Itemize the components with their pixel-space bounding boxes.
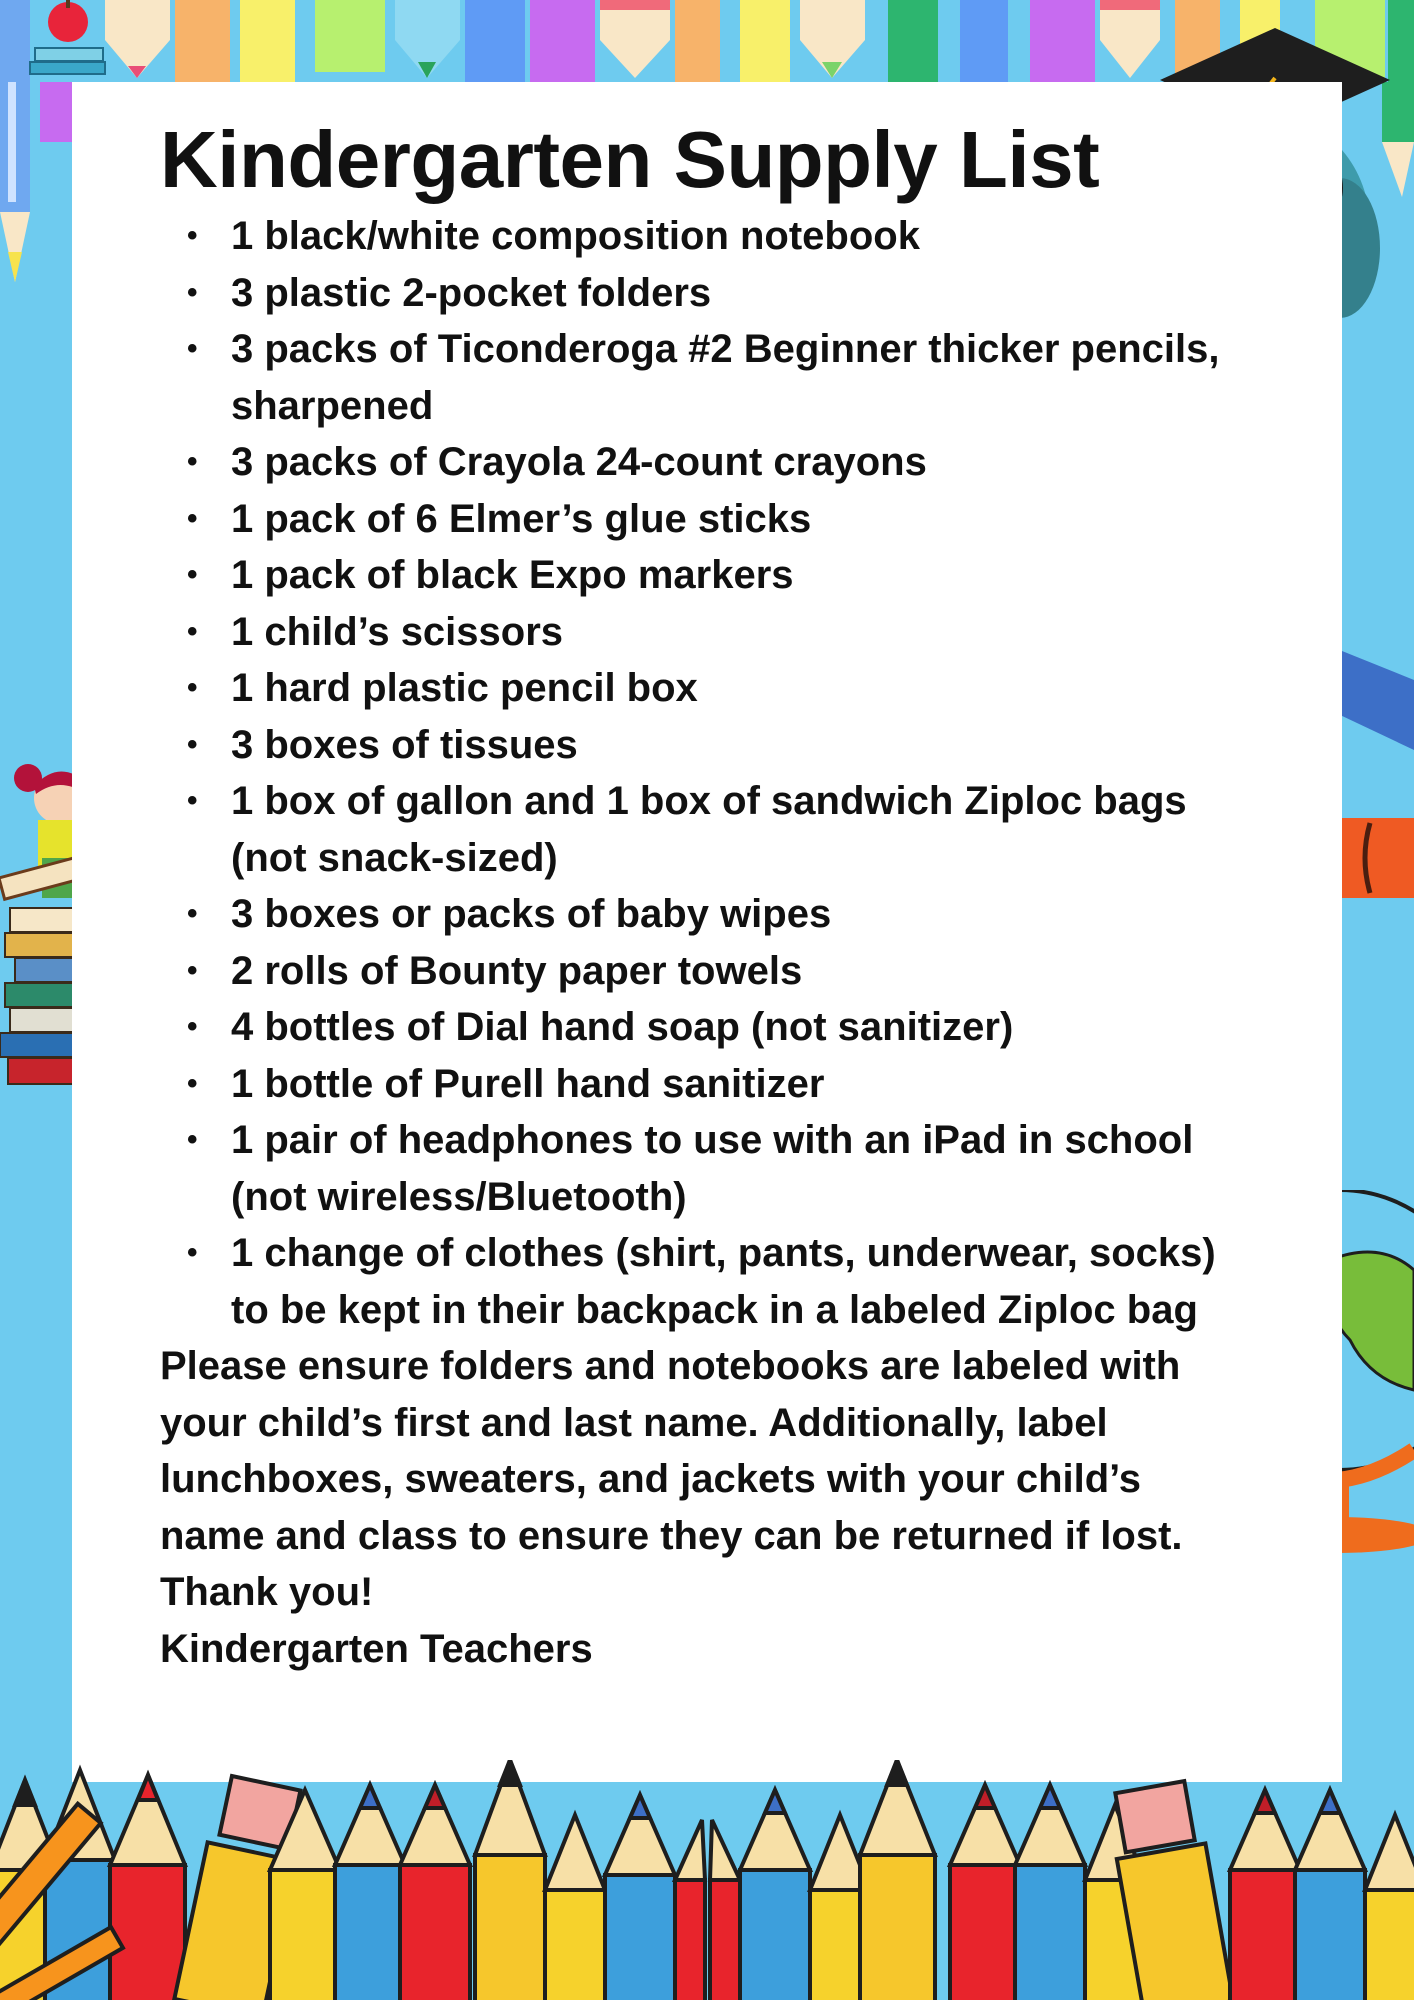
page-title: Kindergarten Supply List [160,115,1100,204]
list-item: • 1 bottle of Purell hand sanitizer [160,1056,1220,1113]
list-item: • 3 boxes of tissues [160,717,1220,774]
list-item: • 4 bottles of Dial hand soap (not sanitizer) [160,999,1220,1056]
list-item: • 1 hard plastic pencil box [160,660,1220,717]
list-item: • 1 black/white composition notebook [160,208,1220,265]
supply-list-content [160,112,1220,1677]
thank-you-text: Thank you! [160,1570,374,1614]
left-pencil-strip [0,82,72,322]
list-item: • 1 child’s scissors [160,604,1220,661]
list-item: • 1 change of clothes (shirt, pants, underwear, socks) to be kept in their backpack in a labeled Ziploc bag [160,1225,1220,1338]
list-item: • 2 rolls of Bounty paper towels [160,943,1220,1000]
apple-books-icon [25,0,115,82]
list-item: • 3 boxes or packs of baby wipes [160,886,1220,943]
signature: Kindergarten Teachers [160,1626,593,1671]
list-item: • 3 plastic 2-pocket folders [160,265,1220,322]
list-item: • 3 packs of Crayola 24-count crayons [160,434,1220,491]
list-item: • 1 pack of 6 Elmer’s glue sticks [160,491,1220,548]
list-item: • 1 pack of black Expo markers [160,547,1220,604]
list-item: • 3 packs of Ticonderoga #2 Beginner thicker pencils, sharpened [160,321,1220,434]
supply-list [160,208,1220,1338]
list-item: • 1 pair of headphones to use with an iPad in school (not wireless/Bluetooth) [160,1112,1220,1225]
labeling-note: Please ensure folders and notebooks are labeled with your child’s first and last name. Additionally, label lunchboxes, sweaters, and jackets with your child’s name and class to ensure they can be returned if lost. [160,1344,1183,1558]
bottom-pencil-border [0,1760,1414,2000]
list-item: • 1 box of gallon and 1 box of sandwich Ziploc bags (not snack-sized) [160,773,1220,886]
